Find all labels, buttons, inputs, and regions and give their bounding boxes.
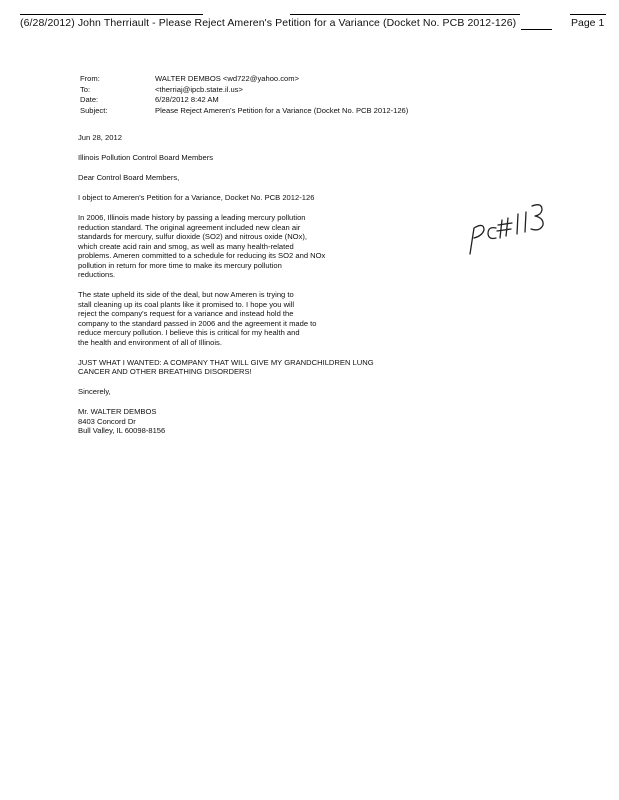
paragraph-line: company to the standard passed in 2006 and the agreement it made to [78,318,317,328]
paragraph-line: the health and environment of all of Illinois. [78,337,222,347]
header-rule-middle [290,14,520,15]
meta-subject-label: Subject: [80,105,108,115]
paragraph-line: standards for mercury, sulfur dioxide (SO2) and nitrous oxide (NOx), [78,232,308,241]
meta-from-label: From: [80,74,100,83]
letter-paragraph-3 [78,290,378,347]
email-meta [80,74,408,116]
page-number: Page 1 [571,17,605,29]
paragraph-line: stall cleaning up its coal plants like it promised to. I hope you will [78,299,295,309]
meta-from [80,74,408,85]
meta-to-value: <therriaj@ipcb.state.il.us> [155,84,243,94]
meta-subject [80,106,408,117]
handwritten-pc-number [462,198,552,258]
header-rule-right [570,14,606,15]
paragraph-line: reduce mercury pollution. I believe this is critical for my health and [78,328,300,337]
letter-addressee: Illinois Pollution Control Board Members [78,153,214,162]
meta-date-value: 6/28/2012 8:42 AM [155,95,219,104]
paragraph-line: reduction standard. The original agreement included new clean air [78,222,301,232]
signature-name: Mr. WALTER DEMBOS [78,407,157,416]
paragraph-line: problems. Ameren committed to a schedule for reducing its SO2 and NOx [78,251,326,260]
paragraph-line: In 2006, Illinois made history by passing a leading mercury pollution [78,213,306,222]
letter-paragraph-2 [78,213,378,280]
meta-date-label: Date: [80,95,99,104]
header-rule-left [20,14,203,15]
paragraph-line: reject the company's request for a variance and instead hold the [78,309,294,318]
paragraph-line: CANCER AND OTHER BREATHING DISORDERS! [78,367,252,376]
paragraph-line: JUST WHAT I WANTED: A COMPANY THAT WILL GIVE MY GRANDCHILDREN LUNG [78,357,374,367]
paragraph-line: which create acid rain and smog, as well as many health-related [78,241,294,251]
header-blank-line [521,29,552,30]
meta-to [80,85,408,96]
meta-subject-value: Please Reject Ameren's Petition for a Variance (Docket No. PCB 2012-126) [155,105,409,115]
paragraph-line: pollution in return for more time to make its mercury pollution [78,260,282,270]
meta-to-label: To: [80,84,91,94]
signature-street: 8403 Concord Dr [78,416,136,426]
paragraph-line: reductions. [78,270,116,279]
letter-closing: Sincerely, [78,387,111,396]
letter-paragraph-4 [78,358,378,377]
letter-paragraph-1: I object to Ameren's Petition for a Variance, Docket No. PCB 2012-126 [78,193,315,202]
letter-date: Jun 28, 2012 [78,133,122,142]
paragraph-line: The state upheld its side of the deal, but now Ameren is trying to [78,290,294,299]
meta-from-value: WALTER DEMBOS <wd722@yahoo.com> [155,74,300,83]
document-header-title: (6/28/2012) John Therriault - Please Reject Ameren's Petition for a Variance (Docket No. PCB 2012-126) [20,17,517,29]
letter-body [78,133,378,446]
letter-signature [78,407,378,436]
letter-salutation: Dear Control Board Members, [78,173,180,182]
meta-date [80,95,408,106]
signature-city: Bull Valley, IL 60098-8156 [78,426,166,435]
